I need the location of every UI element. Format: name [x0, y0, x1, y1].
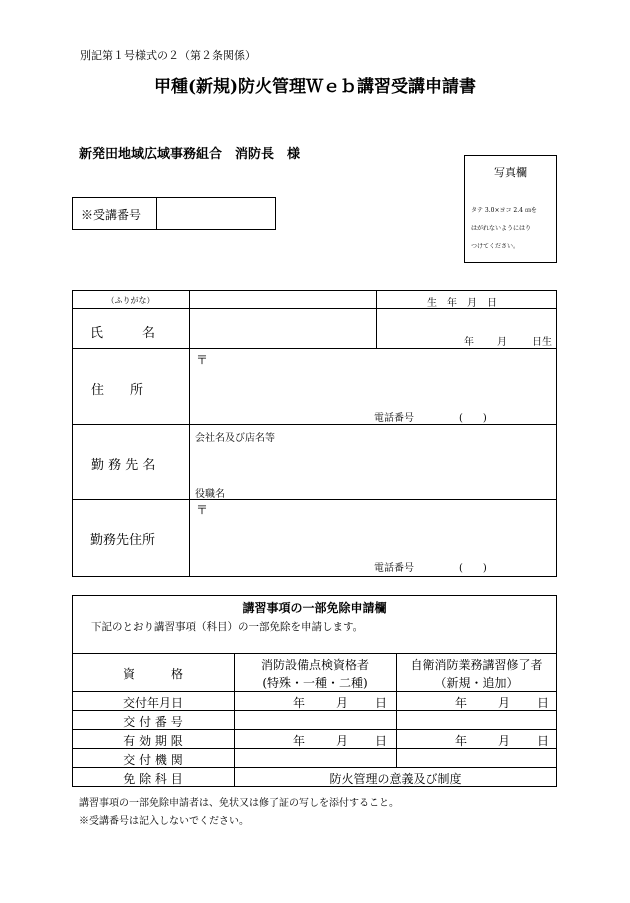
exam-number-field[interactable] [157, 198, 275, 229]
exempt-subject-value: 防火管理の意義及び制度 [329, 772, 462, 786]
company-label: 会社名及び店名等 [195, 433, 275, 444]
exam-number-label: ※受講番号 [81, 208, 142, 222]
employer-field[interactable] [190, 441, 556, 481]
row-issue-date: 交付年月日 [122, 696, 183, 710]
exemption-title: 講習事項の一部免除申請欄 [242, 601, 387, 615]
postal-icon: 〒 [196, 353, 209, 367]
birth-month: 月 [497, 337, 507, 348]
divider [72, 691, 557, 692]
form-title: 甲種(新規)防火管理Ｗｅｂ講習受講申請書 [153, 77, 477, 97]
divider [376, 290, 377, 348]
month-label: 月 [498, 734, 511, 748]
row-exempt-subject: 免 除 科 目 [123, 772, 183, 786]
employer-address-field[interactable] [190, 500, 556, 576]
year-label: 年 [455, 696, 468, 710]
furigana-field[interactable] [190, 291, 375, 307]
furigana-label: （ふりがな） [106, 296, 155, 305]
year-label: 年 [293, 734, 306, 748]
note-attachment: 講習事項の一部免除申請者は、免状又は修了証の写しを添付すること。 [79, 798, 399, 809]
exam-number-box [72, 197, 276, 230]
position-label: 役職名 [195, 489, 225, 500]
divider [72, 653, 557, 654]
phone-label: 電話番号 [374, 563, 414, 574]
note-exam-number: ※受講番号は記入しないでください。 [79, 816, 249, 827]
col1-line1: 消防設備点検資格者 [260, 658, 369, 672]
month-label: 月 [498, 696, 511, 710]
year-label: 年 [293, 696, 306, 710]
row-issue-number: 交 付 番 号 [123, 715, 183, 729]
issuer-field-2[interactable] [397, 749, 556, 766]
phone-paren: ( ) [459, 563, 487, 574]
photo-note-3: つけてください。 [471, 243, 520, 250]
name-label: 氏 名 [90, 326, 156, 341]
addressee: 新発田地域広域事務組合 消防長 様 [79, 147, 301, 162]
row-valid-until: 有 効 期 限 [123, 734, 183, 748]
photo-label: 写真欄 [494, 166, 527, 179]
col1-line2: (特殊・一種・二種) [262, 676, 368, 690]
col2-line2: （新規・追加） [434, 676, 519, 690]
name-field[interactable] [190, 309, 375, 347]
day-label: 日 [537, 734, 550, 748]
issue-number-field-2[interactable] [397, 711, 556, 728]
photo-note-1: タテ 3.0×ヨコ 2.4 ㎝を [471, 207, 537, 214]
month-label: 月 [336, 734, 349, 748]
birth-header: 生 年 月 日 [427, 298, 497, 309]
day-label: 日 [537, 696, 550, 710]
phone-paren: ( ) [459, 413, 487, 424]
birth-day: 日生 [532, 337, 552, 348]
issuer-field-1[interactable] [235, 749, 395, 766]
photo-box [464, 155, 557, 263]
qualification-header: 資 格 [122, 667, 183, 681]
month-label: 月 [336, 696, 349, 710]
birth-year: 年 [464, 337, 474, 348]
form-reference: 別記第１号様式の２（第２条関係） [80, 49, 256, 62]
address-label: 住 所 [91, 383, 144, 398]
day-label: 日 [375, 734, 388, 748]
address-field[interactable] [190, 349, 556, 423]
employer-label: 勤 務 先 名 [91, 458, 156, 473]
col2-line1: 自衛消防業務講習修了者 [410, 658, 543, 672]
phone-label: 電話番号 [374, 413, 414, 424]
exemption-intro: 下記のとおり講習事項（科目）の一部免除を申請します。 [91, 621, 364, 633]
day-label: 日 [375, 696, 388, 710]
divider [72, 424, 557, 425]
year-label: 年 [455, 734, 468, 748]
photo-note-2: はがれないようにはり [471, 225, 532, 232]
employer-address-label: 勤務先住所 [90, 533, 156, 548]
postal-icon: 〒 [196, 503, 209, 517]
issue-number-field-1[interactable] [235, 711, 395, 728]
row-issuer: 交 付 機 関 [123, 753, 183, 767]
